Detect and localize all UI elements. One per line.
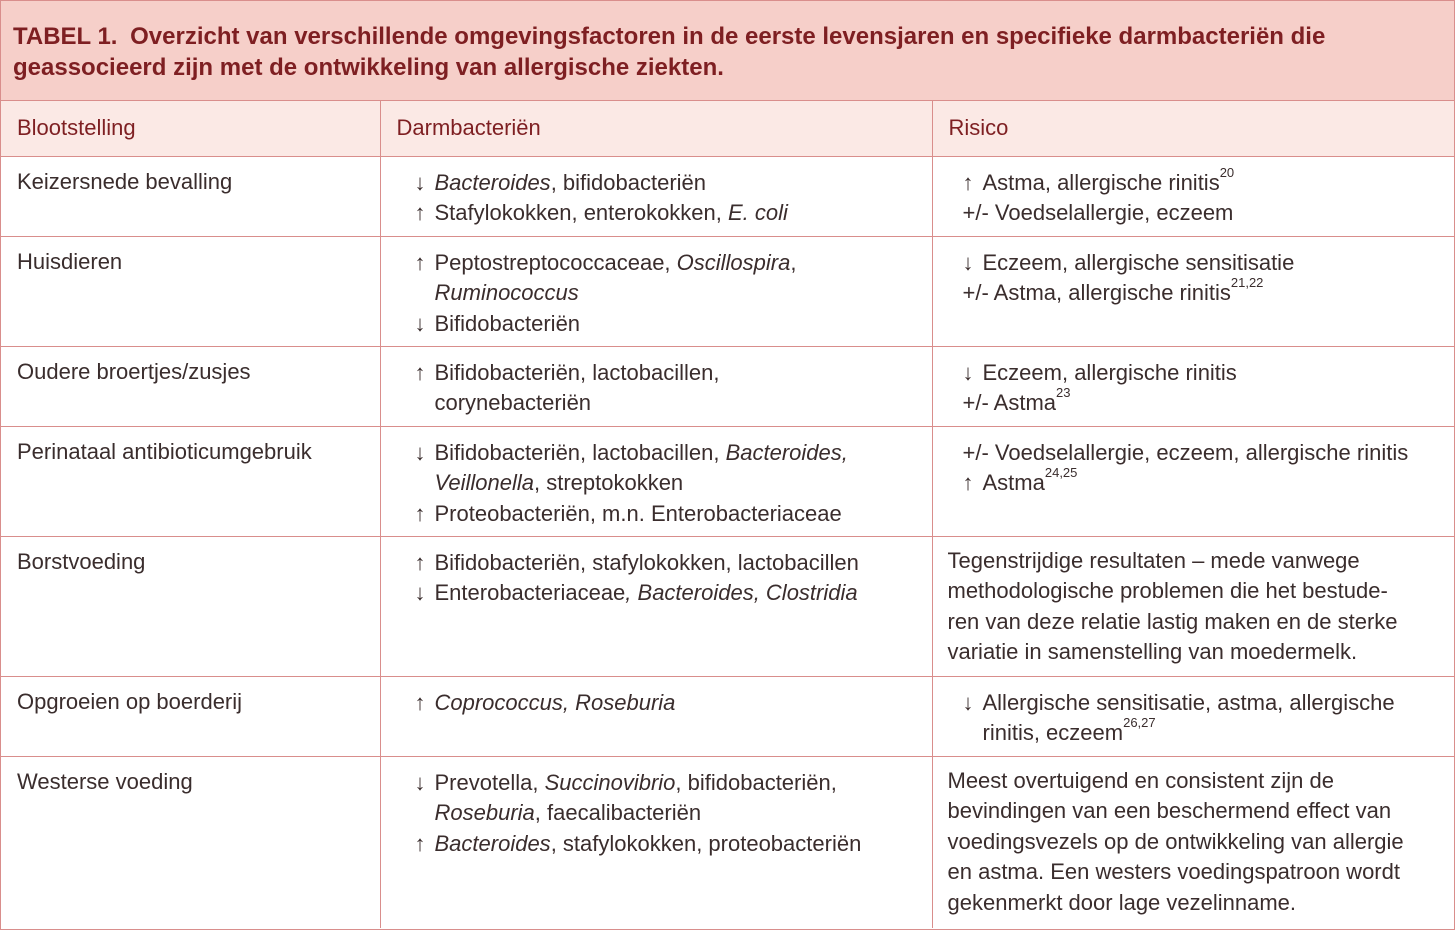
cell-line	[963, 198, 1449, 229]
cell-exposure: Perinataal antibioticumgebruik	[1, 426, 380, 536]
cell-line	[415, 578, 926, 609]
caption-label: TABEL 1.	[13, 23, 118, 50]
reference-superscript: 23	[1056, 385, 1071, 400]
arrow-up-icon: ↑	[414, 359, 432, 385]
cell-line	[415, 548, 926, 579]
arrow-down-icon: ↓	[414, 439, 432, 465]
arrow-up-icon: ↑	[414, 249, 432, 275]
cell-line	[415, 278, 926, 309]
cell-exposure: Huisdieren	[1, 236, 380, 346]
taxon-name: Ruminococcus	[434, 280, 579, 305]
cell-risk	[932, 426, 1454, 536]
arrow-up-icon: ↑	[414, 549, 432, 575]
cell-line	[963, 688, 1449, 719]
reference-superscript: 26,27	[1123, 715, 1156, 730]
cell-text: Eczeem, allergische sensitisatie	[982, 249, 1295, 275]
cell-text: Astma, allergische rinitis	[982, 169, 1220, 195]
table-row	[1, 676, 1454, 756]
arrow-down-icon: ↓	[414, 310, 432, 336]
taxon-name: Roseburia	[434, 800, 535, 825]
table-caption	[1, 1, 1454, 101]
reference-superscript: 21,22	[1230, 275, 1264, 290]
cell-line	[415, 388, 926, 419]
cell-line	[415, 358, 926, 389]
cell-text: voedingsvezels op de ontwikkeling van allergie	[947, 828, 1404, 854]
taxon-name: Succinovibrio	[544, 769, 676, 795]
cell-exposure: Oudere broertjes/zusjes	[1, 346, 380, 426]
header-exposure: Blootstelling	[1, 101, 380, 156]
cell-exposure: Westerse voeding	[17, 768, 193, 794]
cell-text: Enterobacteriaceae	[434, 580, 626, 605]
taxon-name: Bacteroides	[434, 169, 551, 195]
cell-risk	[932, 346, 1454, 426]
cell-exposure: Keizersnede bevalling	[1, 156, 380, 236]
cell-text: ren van deze relatie lastig maken en de sterke	[947, 608, 1398, 634]
cell-text: , stafylokokken, proteobacteriën	[550, 830, 862, 856]
arrow-down-icon: ↓	[962, 359, 980, 385]
table-row	[1, 756, 1454, 928]
cell-line	[415, 499, 926, 530]
header-row	[1, 101, 1454, 156]
table-body	[1, 156, 1454, 928]
cell-text: corynebacteriën	[434, 390, 592, 415]
cell-bacteria	[380, 536, 932, 676]
cell-text: +/- Voedselallergie, eczeem, allergische rinitis	[962, 439, 1409, 465]
cell-text: , bifidobacteriën,	[675, 769, 837, 795]
cell-bacteria	[380, 756, 932, 928]
arrow-down-icon: ↓	[414, 769, 432, 795]
cell-line	[415, 688, 926, 719]
table-row	[1, 236, 1454, 346]
arrow-up-icon: ↑	[414, 689, 432, 715]
arrow-up-icon: ↑	[414, 830, 432, 856]
cell-line	[415, 198, 926, 229]
table-row	[1, 536, 1454, 676]
cell-line	[415, 248, 926, 279]
cell-text: Peptostreptococcaceae,	[434, 249, 677, 275]
cell-text: +/- Astma	[962, 390, 1057, 415]
cell-risk	[932, 756, 1454, 928]
cell-text: variatie in samenstelling van moedermelk.	[947, 639, 1358, 664]
arrow-up-icon: ↑	[962, 470, 980, 495]
cell-bacteria	[380, 426, 932, 536]
header-bacteria: Darmbacteriën	[380, 101, 932, 156]
cell-text: Meest overtuigend en consistent zijn de	[947, 767, 1334, 793]
table-row	[1, 346, 1454, 426]
cell-text: +/- Voedselallergie, eczeem	[962, 200, 1234, 225]
cell-text: Bifidobacteriën, lactobacillen,	[434, 359, 720, 385]
cell-text: Proteobacteriën, m.n. Enterobacteriaceae	[434, 500, 842, 526]
taxon-name: Veillonella	[434, 470, 534, 495]
header-risk: Risico	[932, 101, 1454, 156]
reference-superscript: 24,25	[1044, 465, 1078, 480]
cell-text: methodologische problemen die het bestude-	[947, 578, 1388, 603]
cell-text: rinitis, eczeem	[982, 720, 1124, 745]
cell-text: gekenmerkt door lage vezelinname.	[947, 889, 1297, 915]
table-row	[1, 426, 1454, 536]
cell-text: en astma. Een westers voedingspatroon wordt	[947, 859, 1400, 884]
cell-text: Bifidobacteriën, stafylokokken, lactobacillen	[434, 549, 859, 575]
cell-line	[415, 829, 926, 860]
cell-text: Eczeem, allergische rinitis	[982, 359, 1237, 385]
cell-risk	[932, 536, 1454, 676]
arrow-up-icon: ↑	[962, 169, 980, 195]
cell-exposure: Opgroeien op boerderij	[1, 676, 380, 756]
cell-text: , bifidobacteriën	[550, 169, 707, 195]
arrow-up-icon: ↑	[414, 200, 426, 225]
cell-bacteria	[380, 236, 932, 346]
cell-text: +/- Astma, allergische rinitis	[962, 280, 1231, 305]
taxon-name: , Bacteroides, Clostridia	[625, 580, 858, 605]
cell-bacteria	[380, 346, 932, 426]
arrow-down-icon: ↓	[962, 249, 980, 275]
cell-line	[963, 358, 1449, 389]
cell-bacteria	[380, 676, 932, 756]
arrow-down-icon: ↓	[962, 689, 980, 715]
cell-line	[962, 385, 1449, 419]
cell-text: bevindingen van een beschermend effect van	[947, 798, 1392, 823]
cell-line	[415, 768, 926, 799]
cell-line	[415, 438, 926, 469]
cell-risk	[932, 236, 1454, 346]
cell-line	[963, 715, 1449, 749]
cell-line	[415, 798, 926, 829]
cell-risk	[932, 156, 1454, 236]
arrow-down-icon: ↓	[414, 169, 432, 195]
cell-line	[415, 309, 926, 340]
taxon-name: Bacteroides,	[725, 439, 848, 465]
cell-line	[963, 438, 1449, 469]
cell-line	[962, 465, 1449, 499]
taxon-name: Coprococcus, Roseburia	[434, 689, 676, 715]
cell-line	[415, 168, 926, 199]
cell-risk	[932, 676, 1454, 756]
cell-text: Tegenstrijdige resultaten – mede vanwege	[947, 547, 1360, 573]
taxon-name: Oscillospira	[676, 249, 791, 275]
cell-text: , streptokokken	[533, 470, 684, 495]
cell-text: ,	[790, 249, 797, 275]
cell-line	[963, 248, 1449, 279]
cell-line	[415, 468, 926, 499]
cell-bacteria	[380, 156, 932, 236]
cell-text: Stafylokokken, enterokokken,	[434, 200, 728, 225]
taxon-name: E. coli	[728, 200, 788, 225]
arrow-down-icon: ↓	[414, 580, 432, 605]
data-table	[1, 101, 1454, 928]
cell-line	[962, 164, 1449, 199]
cell-line	[962, 275, 1449, 309]
arrow-up-icon: ↑	[414, 500, 432, 526]
caption-text: Overzicht van verschillende omgevingsfactoren in de eerste levensjaren en specifieke darmbacteriën die geassocieerd zijn met de ontwikkeling van allergische ziekten.	[13, 23, 1326, 81]
reference-superscript: 20	[1219, 164, 1235, 180]
cell-text: Astma	[982, 470, 1045, 495]
cell-text: Allergische sensitisatie, astma, allergische	[982, 689, 1395, 715]
cell-text: , faecalibacteriën	[534, 800, 702, 825]
table-row	[1, 156, 1454, 236]
cell-exposure: Borstvoeding	[1, 536, 380, 676]
cell-text: Prevotella,	[434, 769, 545, 795]
cell-text: Bifidobacteriën	[434, 310, 581, 336]
cell-text: Bifidobacteriën, lactobacillen,	[434, 439, 726, 465]
taxon-name: Bacteroides	[434, 830, 551, 856]
